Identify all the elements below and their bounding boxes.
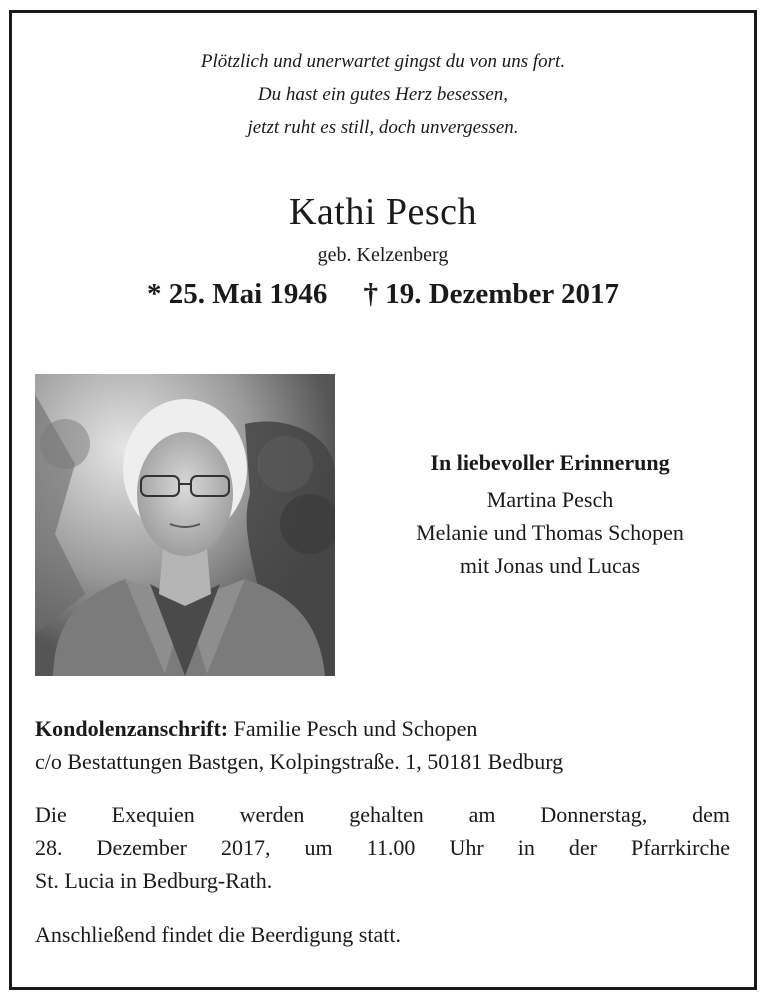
- maiden-name: geb. Kelzenberg: [317, 244, 449, 266]
- poem-line: Du hast ein gutes Herz besessen,: [257, 84, 509, 105]
- poem-line: Plötzlich und unerwartet gingst du von uns fort.: [200, 51, 566, 72]
- mourner-name: mit Jonas und Lucas: [459, 553, 641, 578]
- death-date: † 19. Dezember 2017: [363, 278, 619, 310]
- service-line: St. Lucia in Bedburg-Rath.: [35, 868, 273, 893]
- condolence-address: [35, 712, 735, 778]
- mourner-name: Martina Pesch: [486, 487, 614, 512]
- condolence-recipient: Familie Pesch und Schopen: [233, 716, 478, 741]
- mourner-name: Melanie und Thomas Schopen: [416, 520, 684, 545]
- deceased-name: Kathi Pesch: [288, 191, 478, 233]
- service-line: 28. Dezember 2017, um 11.00 Uhr in der Pfarrkirche: [35, 835, 730, 860]
- condolence-street: c/o Bestattungen Bastgen, Kolpingstraße. 1, 50181 Bedburg: [35, 749, 564, 774]
- mourners-heading: In liebevoller Erinnerung: [430, 450, 670, 475]
- memorial-poem: [0, 45, 766, 144]
- service-info: [35, 798, 730, 897]
- condolence-label: Kondolenzanschrift:: [35, 716, 229, 741]
- portrait-photo: [35, 374, 335, 676]
- burial-info: Anschließend findet die Beerdigung statt.: [35, 922, 401, 947]
- service-line: Die Exequien werden gehalten am Donnerstag, dem: [35, 802, 730, 827]
- poem-line: jetzt ruht es still, doch unvergessen.: [247, 117, 519, 138]
- portrait-image: [35, 374, 335, 676]
- mourners-block: [355, 446, 745, 582]
- life-dates: [0, 278, 766, 311]
- birth-date: * 25. Mai 1946: [147, 278, 328, 310]
